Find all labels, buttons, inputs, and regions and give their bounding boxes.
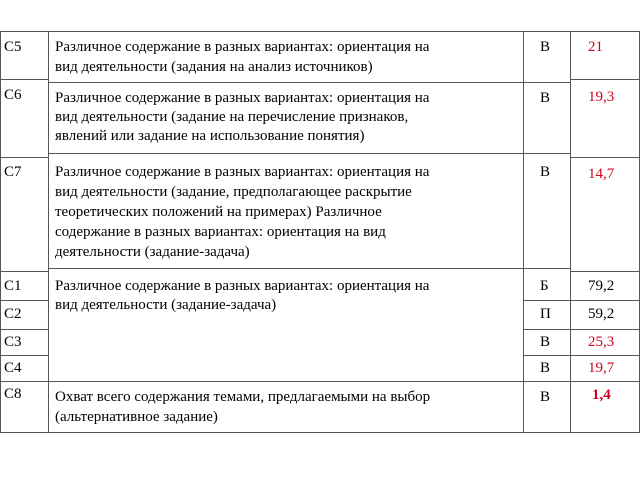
level-sep-6	[523, 355, 570, 356]
task-description-line: явлений или задание на использование понятия)	[55, 128, 365, 144]
task-code: С4	[4, 360, 22, 376]
level-sep-1	[523, 82, 570, 83]
difficulty-level: В	[540, 334, 551, 350]
pct-sep-7	[570, 381, 640, 382]
code-sep-6	[0, 355, 48, 356]
difficulty-level: В	[540, 360, 551, 376]
pct-sep-2	[570, 157, 640, 158]
task-description-line: вид деятельности (задание-задача)	[55, 297, 277, 313]
desc-sep-2	[48, 153, 523, 154]
task-code: С3	[4, 334, 22, 350]
difficulty-level: В	[540, 164, 551, 180]
desc-sep-1	[48, 82, 523, 83]
code-sep-1	[0, 79, 48, 80]
task-description-line: вид деятельности (задания на анализ источников)	[55, 59, 373, 75]
completion-percent: 79,2	[588, 278, 615, 294]
completion-percent: 25,3	[588, 334, 615, 350]
col-divider-desc	[523, 31, 524, 433]
level-sep-7	[523, 381, 570, 382]
table-border-bottom	[0, 432, 640, 433]
pct-sep-3	[570, 271, 640, 272]
difficulty-level: В	[540, 389, 551, 405]
level-sep-3	[523, 268, 570, 269]
col-divider-code	[48, 31, 49, 433]
task-description-line: Различное содержание в разных вариантах: ориентация на	[55, 164, 430, 180]
task-description-line: вид деятельности (задание, предполагающее раскрытие	[55, 184, 412, 200]
task-code: С1	[4, 278, 22, 294]
code-sep-7	[0, 381, 48, 382]
completion-percent: 14,7	[588, 166, 615, 182]
difficulty-level: Б	[540, 278, 549, 294]
table-border-top	[0, 31, 640, 32]
task-description-line: Различное содержание в разных вариантах: ориентация на	[55, 90, 430, 106]
table-border-left	[0, 31, 1, 433]
code-sep-4	[0, 300, 48, 301]
completion-percent: 21	[588, 39, 603, 55]
completion-percent: 1,4	[592, 387, 611, 403]
task-code: С8	[4, 386, 22, 402]
difficulty-level: В	[540, 90, 551, 106]
completion-percent: 59,2	[588, 306, 615, 322]
task-code: С2	[4, 306, 22, 322]
code-sep-2	[0, 157, 48, 158]
desc-sep-3	[48, 268, 523, 269]
difficulty-level: П	[540, 306, 551, 322]
task-description-line: (альтернативное задание)	[55, 409, 218, 425]
pct-sep-1	[570, 79, 640, 80]
completion-percent: 19,7	[588, 360, 615, 376]
code-sep-5	[0, 329, 48, 330]
task-description-line: теоретических положений на примерах) Различное	[55, 204, 382, 220]
task-code: С7	[4, 164, 22, 180]
task-description-line: Охват всего содержания темами, предлагаемыми на выбор	[55, 389, 431, 405]
task-description-line: деятельности (задание-задача)	[55, 244, 250, 260]
level-sep-4	[523, 300, 570, 301]
task-description-line: Различное содержание в разных вариантах: ориентация на	[55, 278, 430, 294]
completion-percent: 19,3	[588, 89, 615, 105]
pct-sep-5	[570, 329, 640, 330]
col-divider-level	[570, 31, 571, 433]
level-sep-2	[523, 153, 570, 154]
pct-sep-6	[570, 355, 640, 356]
level-sep-5	[523, 329, 570, 330]
task-description-line: Различное содержание в разных вариантах: ориентация на	[55, 39, 430, 55]
code-sep-3	[0, 271, 48, 272]
task-description-line: содержание в разных вариантах: ориентация на вид	[55, 224, 386, 240]
task-code: С6	[4, 87, 22, 103]
task-code: С5	[4, 39, 22, 55]
task-description-line: вид деятельности (задание на перечисление признаков,	[55, 109, 409, 125]
desc-sep-4	[48, 381, 523, 382]
pct-sep-4	[570, 300, 640, 301]
difficulty-level: В	[540, 39, 551, 55]
